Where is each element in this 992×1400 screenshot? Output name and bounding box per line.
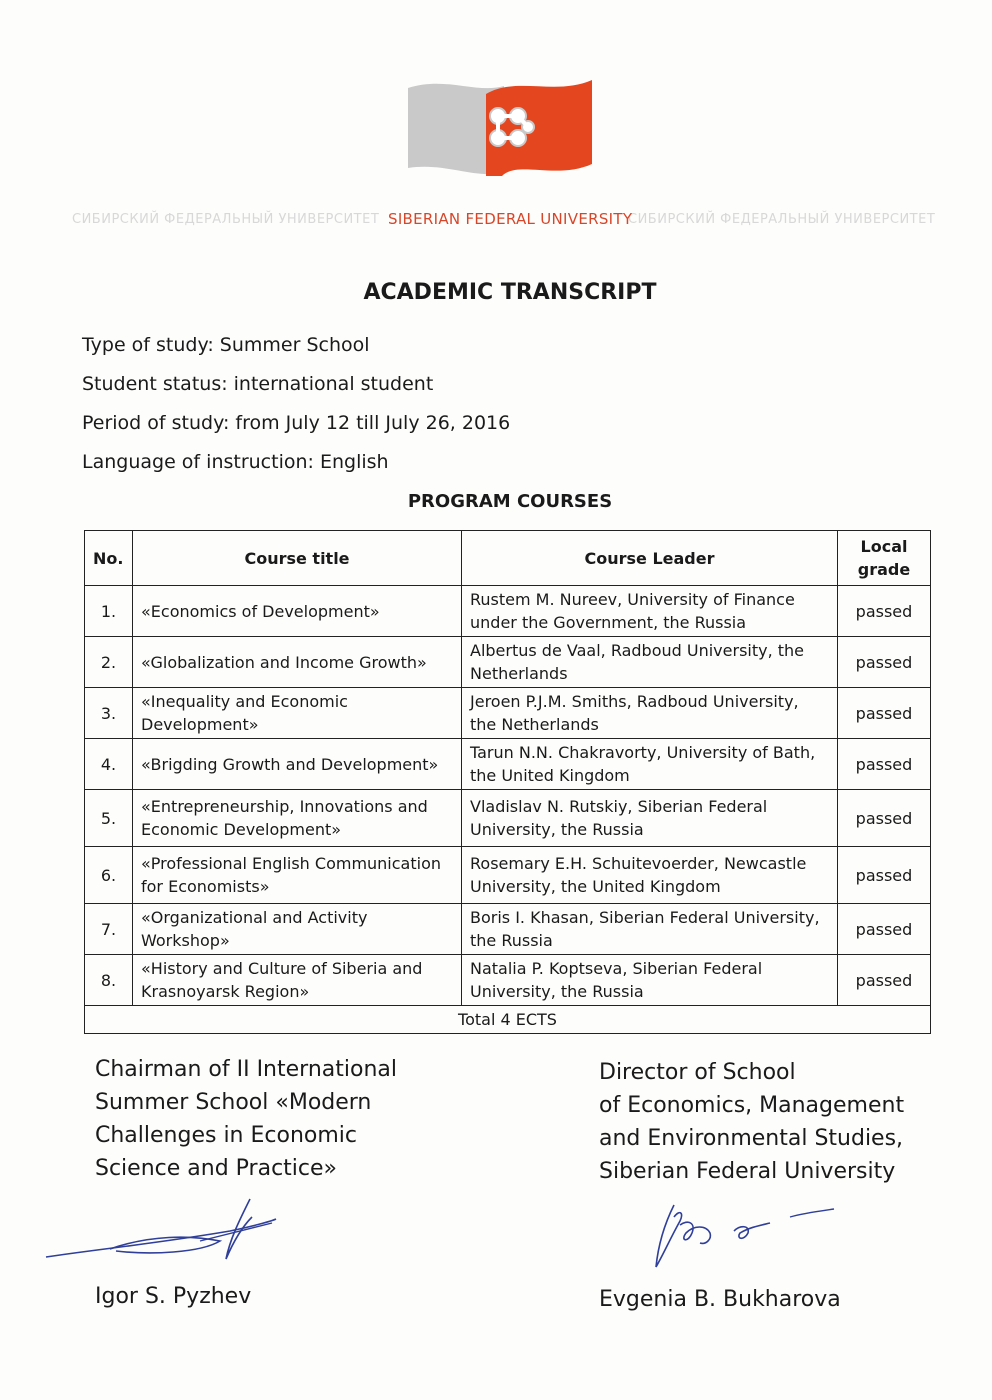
university-name: SIBERIAN FEDERAL UNIVERSITY — [388, 210, 633, 228]
course-leader: Tarun N.N. Chakravorty, University of Bath, the United Kingdom — [462, 739, 838, 790]
total-row — [85, 1006, 931, 1034]
left-signatory-name: Igor S. Pyzhev — [95, 1284, 252, 1309]
table-row — [85, 739, 931, 790]
header-no: No. — [85, 531, 133, 586]
course-title: «Brigding Growth and Development» — [133, 739, 462, 790]
table-row — [85, 847, 931, 904]
row-number: 8. — [85, 955, 133, 1006]
table-row — [85, 586, 931, 637]
table-row — [85, 637, 931, 688]
header-course-title: Course title — [133, 531, 462, 586]
document-title: ACADEMIC TRANSCRIPT — [363, 280, 657, 305]
type-of-study: Type of study: Summer School — [82, 334, 370, 356]
student-status: Student status: international student — [82, 373, 434, 395]
local-grade: passed — [838, 586, 931, 637]
course-title: «History and Culture of Siberia and Krasnoyarsk Region» — [133, 955, 462, 1006]
left-title-line: Summer School «Modern — [95, 1090, 372, 1115]
row-number: 2. — [85, 637, 133, 688]
row-number: 4. — [85, 739, 133, 790]
left-title-line: Challenges in Economic — [95, 1123, 357, 1148]
course-leader: Jeroen P.J.M. Smiths, Radboud University, the Netherlands — [462, 688, 838, 739]
table-row — [85, 688, 931, 739]
course-leader: Vladislav N. Rutskiy, Siberian Federal University, the Russia — [462, 790, 838, 847]
right-title-line: of Economics, Management — [599, 1093, 905, 1118]
table-header-row — [85, 531, 931, 586]
local-grade: passed — [838, 688, 931, 739]
right-signatory-name: Evgenia B. Bukharova — [599, 1287, 841, 1312]
table-row — [85, 904, 931, 955]
right-title-line: Director of School — [599, 1060, 796, 1085]
table-row — [85, 790, 931, 847]
local-grade: passed — [838, 847, 931, 904]
left-title-line: Chairman of II International — [95, 1057, 397, 1082]
header-local-grade — [838, 531, 931, 586]
row-number: 3. — [85, 688, 133, 739]
course-title: «Professional English Communication for Economists» — [133, 847, 462, 904]
course-leader: Rustem M. Nureev, University of Finance under the Government, the Russia — [462, 586, 838, 637]
right-handwritten-signature — [640, 1195, 850, 1275]
row-number: 1. — [85, 586, 133, 637]
right-title-line: Siberian Federal University — [599, 1159, 896, 1184]
total-ects: Total 4 ECTS — [85, 1006, 931, 1034]
course-leader: Boris I. Khasan, Siberian Federal University, the Russia — [462, 904, 838, 955]
watermark-left: СИБИРСКИЙ ФЕДЕРАЛЬНЫЙ УНИВЕРСИТЕТ — [72, 212, 380, 227]
course-title: «Organizational and Activity Workshop» — [133, 904, 462, 955]
left-handwritten-signature — [40, 1185, 290, 1275]
row-number: 5. — [85, 790, 133, 847]
course-title: «Economics of Development» — [133, 586, 462, 637]
watermark-right: СИБИРСКИЙ ФЕДЕРАЛЬНЫЙ УНИВЕРСИТЕТ — [628, 212, 936, 227]
right-title-line: and Environmental Studies, — [599, 1126, 904, 1151]
left-title-line: Science and Practice» — [95, 1156, 337, 1181]
left-signatory-title — [95, 1053, 495, 1185]
courses-table — [84, 530, 931, 1034]
course-leader: Rosemary E.H. Schuitevoerder, Newcastle University, the United Kingdom — [462, 847, 838, 904]
local-grade: passed — [838, 904, 931, 955]
local-grade: passed — [838, 637, 931, 688]
course-leader: Albertus de Vaal, Radboud University, the Netherlands — [462, 637, 838, 688]
course-title: «Inequality and Economic Development» — [133, 688, 462, 739]
row-number: 7. — [85, 904, 133, 955]
course-title: «Globalization and Income Growth» — [133, 637, 462, 688]
local-grade: passed — [838, 790, 931, 847]
course-title: «Entrepreneurship, Innovations and Economic Development» — [133, 790, 462, 847]
header-grade-line2: grade — [857, 560, 911, 579]
table-row — [85, 955, 931, 1006]
courses-heading: PROGRAM COURSES — [407, 491, 613, 512]
row-number: 6. — [85, 847, 133, 904]
university-logo — [406, 76, 594, 184]
course-leader: Natalia P. Koptseva, Siberian Federal University, the Russia — [462, 955, 838, 1006]
header-grade-line1: Local — [860, 537, 908, 556]
header-course-leader: Course Leader — [462, 531, 838, 586]
right-signatory-title — [599, 1056, 959, 1188]
local-grade: passed — [838, 955, 931, 1006]
local-grade: passed — [838, 739, 931, 790]
language-of-instruction: Language of instruction: English — [82, 451, 389, 473]
period-of-study: Period of study: from July 12 till July 26, 2016 — [82, 412, 511, 434]
